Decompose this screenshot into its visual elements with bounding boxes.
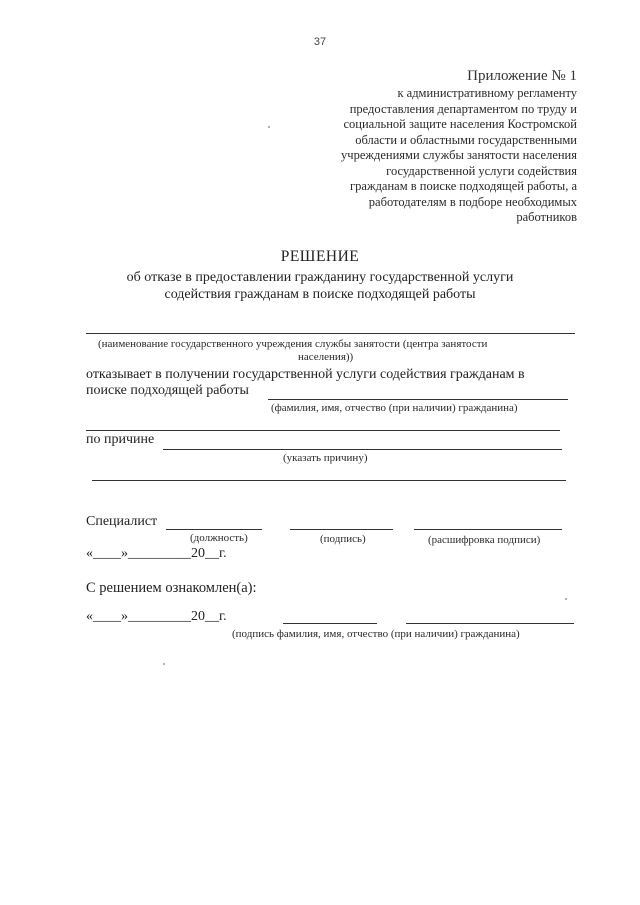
- decode-line[interactable]: [414, 529, 562, 530]
- appendix-line: учреждениями службы занятости населения: [341, 148, 577, 162]
- appendix-line: государственной услуги содействия: [386, 163, 577, 178]
- reason-line-extra[interactable]: [92, 480, 566, 481]
- institution-caption-line1: (наименование государственного учреждения службы занятости (центра занятости: [98, 338, 488, 350]
- reason-caption: (указать причину): [283, 452, 368, 464]
- institution-name-line[interactable]: [86, 333, 575, 334]
- citizen-signature-line[interactable]: [283, 623, 377, 624]
- citizen-name-caption: (фамилия, имя, отчество (при наличии) гражданина): [271, 402, 518, 414]
- appendix-line: области и областными государственными: [355, 132, 577, 147]
- decision-subtitle-line2: содействия гражданам в поиске подходящей работы: [164, 287, 476, 302]
- position-line[interactable]: [166, 529, 262, 530]
- refuses-text-line2: поиске подходящей работы: [86, 383, 249, 398]
- citizen-sign-caption: (подпись фамилия, имя, отчество (при наличии) гражданина): [232, 628, 520, 640]
- reason-line[interactable]: [163, 449, 562, 450]
- institution-caption-line2: населения)): [298, 351, 354, 363]
- appendix-line: предоставления департаментом по труду и: [349, 101, 577, 116]
- decision-subtitle-line1: об отказе в предоставлении гражданину государственной услуги: [126, 270, 514, 285]
- appendix-line: работодателям в подборе необходимых: [368, 194, 577, 209]
- page-number: 37: [313, 36, 327, 48]
- appendix-title: Приложение № 1: [467, 68, 577, 84]
- appendix-line: к административному регламенту: [397, 86, 577, 100]
- appendix-line: гражданам в поиске подходящей работы, а: [350, 179, 577, 193]
- decode-caption: (расшифровка подписи): [428, 534, 541, 546]
- citizen-name-line-extra[interactable]: [86, 430, 560, 431]
- appendix-block: [341, 66, 577, 226]
- appendix-line: работников: [516, 210, 577, 224]
- citizen-name-line[interactable]: [268, 399, 568, 400]
- appendix-line: социальной защите населения Костромской: [343, 117, 577, 131]
- position-caption: (должность): [190, 532, 248, 544]
- refuses-text-line1: отказывает в получении государственной услуги содействия гражданам в: [86, 367, 525, 382]
- citizen-name-sign-line[interactable]: [406, 623, 574, 624]
- specialist-label: Специалист: [86, 514, 158, 529]
- date2-field[interactable]: «____»_________20__г.: [86, 609, 227, 624]
- date-field[interactable]: «____»_________20__г.: [86, 546, 227, 561]
- signature-caption: (подпись): [320, 533, 366, 545]
- scan-speck: [268, 126, 270, 128]
- signature-line[interactable]: [290, 529, 393, 530]
- reason-label: по причине: [86, 432, 155, 447]
- acquainted-label: С решением ознакомлен(а):: [86, 580, 257, 596]
- decision-title: РЕШЕНИЕ: [280, 248, 360, 265]
- scan-speck: [163, 663, 165, 665]
- scan-speck: [565, 598, 567, 600]
